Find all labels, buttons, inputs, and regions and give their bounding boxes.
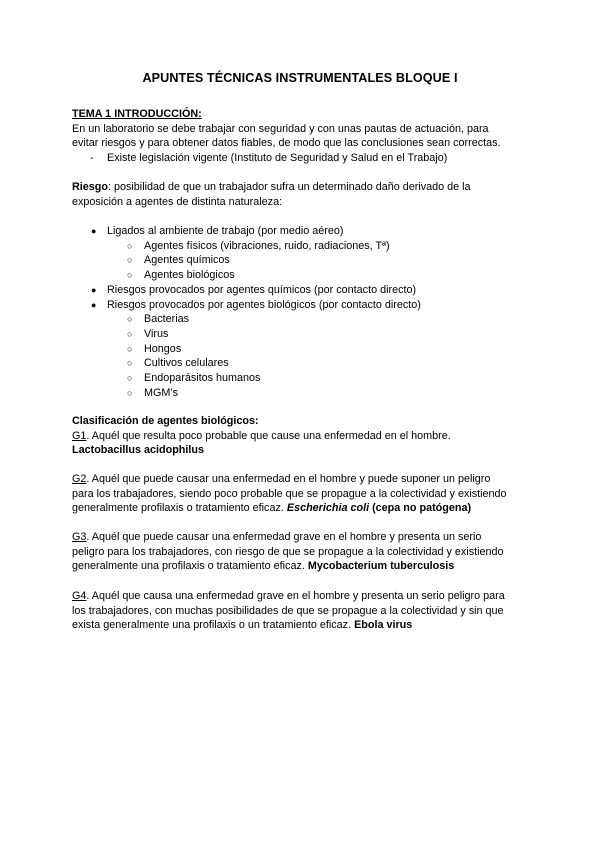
circle-bullet-icon: ○ bbox=[127, 387, 133, 398]
sub-list-item bbox=[72, 342, 532, 357]
clasificacion-section bbox=[72, 414, 532, 458]
bullet-icon: ● bbox=[91, 284, 97, 295]
sub-list-item-text: Endoparásitos humanos bbox=[144, 372, 261, 385]
g3-text: . Aquél que puede causar una enfermedad grave en el hombre y presenta un serio bbox=[86, 531, 482, 543]
sub-list-item bbox=[72, 371, 532, 386]
g2-line-3 bbox=[72, 501, 532, 516]
sub-list-item bbox=[72, 356, 532, 371]
g4-line-3 bbox=[72, 618, 532, 633]
circle-bullet-icon: ○ bbox=[127, 343, 133, 354]
tema-intro-line-1: En un laboratorio se debe trabajar con seguridad y con unas pautas de actuación, para bbox=[72, 122, 489, 135]
sub-list-item-text: Agentes químicos bbox=[144, 254, 230, 267]
g2-example-species: Escherichia coli bbox=[286, 502, 370, 515]
g4-line-2: los trabajadores, con muchas posibilidades de que se propague a la colectividad y sin que bbox=[72, 604, 504, 617]
list-item-text: Riesgos provocados por agentes biológicos (por contacto directo) bbox=[107, 298, 421, 311]
g1-example: Lactobacillus acidophilus bbox=[72, 444, 204, 457]
g4-text: . Aquél que causa una enfermedad grave en el hombre y presenta un serio peligro para bbox=[86, 590, 505, 602]
dash-marker: - bbox=[90, 152, 94, 165]
g2-label: G2 bbox=[72, 473, 87, 485]
g4-line-1 bbox=[72, 589, 532, 604]
sub-list-item bbox=[72, 253, 532, 268]
circle-bullet-icon: ○ bbox=[127, 270, 133, 281]
tema-intro-line-2: evitar riesgos y para obtener datos fiables, de modo que las conclusiones sean correctas. bbox=[72, 137, 501, 150]
g1-label: G1 bbox=[72, 429, 87, 442]
sub-list-item bbox=[72, 239, 532, 254]
sub-list-item-text: Virus bbox=[144, 327, 169, 340]
sub-list-item-text: Agentes físicos (vibraciones, ruido, radiaciones, Tª) bbox=[144, 239, 390, 252]
sub-list-item-text: Hongos bbox=[144, 342, 182, 355]
document-title: APUNTES TÉCNICAS INSTRUMENTALES BLOQUE I bbox=[142, 71, 458, 85]
list-item-text: Riesgos provocados por agentes químicos (por contacto directo) bbox=[107, 283, 417, 296]
circle-bullet-icon: ○ bbox=[127, 314, 133, 325]
sub-list-item bbox=[72, 386, 532, 401]
sub-list-item bbox=[72, 327, 532, 342]
group-g3 bbox=[72, 530, 532, 574]
sub-list-item bbox=[72, 268, 532, 283]
g4-example: Ebola virus bbox=[354, 619, 413, 632]
g2-text: . Aquél que puede causar una enfermedad en el hombre y puede suponer un peligro bbox=[86, 473, 491, 485]
group-g4 bbox=[72, 589, 532, 633]
g1-text: . Aquél que resulta poco probable que cause una enfermedad en el hombre. bbox=[86, 429, 451, 442]
list-item-text: Ligados al ambiente de trabajo (por medio aéreo) bbox=[107, 225, 344, 237]
g3-line-1 bbox=[72, 530, 532, 545]
bullet-icon: ● bbox=[91, 226, 97, 236]
g2-line-2: para los trabajadores, siendo poco probable que se propague a la colectividad y existiendo bbox=[72, 487, 507, 500]
group-g2 bbox=[72, 472, 532, 516]
g3-line-2: peligro para los trabajadores, con riesgo de que se propague a la colectividad y existiendo bbox=[72, 545, 504, 558]
circle-bullet-icon: ○ bbox=[127, 240, 133, 251]
circle-bullet-icon: ○ bbox=[127, 255, 133, 266]
bullet-icon: ● bbox=[91, 299, 97, 310]
dash-list-item bbox=[72, 151, 532, 166]
riesgo-definition-line-1 bbox=[72, 180, 532, 195]
circle-bullet-icon: ○ bbox=[127, 328, 133, 339]
sub-list-item-text: Agentes biológicos bbox=[144, 269, 235, 282]
riesgo-definition-line-2: exposición a agentes de distinta naturaleza: bbox=[72, 195, 283, 208]
sub-list-item bbox=[72, 312, 532, 327]
tema-heading: TEMA 1 INTRODUCCIÓN: bbox=[72, 108, 202, 120]
list-item bbox=[72, 283, 532, 298]
g2-line-1 bbox=[72, 472, 532, 487]
sub-list-item-text: Cultivos celulares bbox=[144, 357, 229, 370]
g4-label: G4 bbox=[72, 590, 87, 602]
clasificacion-heading: Clasificación de agentes biológicos: bbox=[72, 415, 259, 427]
riesgo-section bbox=[72, 180, 532, 209]
list-item bbox=[72, 224, 532, 239]
g4-line-3-text: exista generalmente una profilaxis o un tratamiento eficaz. bbox=[72, 619, 352, 632]
sub-list-item-text: MGM’s bbox=[144, 386, 178, 399]
group-g1 bbox=[72, 429, 532, 458]
sub-list-item-text: Bacterias bbox=[144, 313, 190, 326]
g2-example-strain: (cepa no patógena) bbox=[372, 502, 472, 515]
g3-label: G3 bbox=[72, 531, 87, 543]
riesgo-def-text: : posibilidad de que un trabajador sufra un determinado daño derivado de la bbox=[108, 181, 471, 193]
circle-bullet-icon: ○ bbox=[127, 373, 133, 384]
g1-line-1 bbox=[72, 429, 532, 444]
risk-list bbox=[72, 224, 532, 400]
circle-bullet-icon: ○ bbox=[127, 358, 133, 369]
riesgo-term: Riesgo bbox=[72, 181, 108, 193]
g3-line-3 bbox=[72, 559, 532, 574]
g3-example: Mycobacterium tuberculosis bbox=[307, 560, 455, 573]
g3-line-3-text: generalmente una profilaxis o tratamiento eficaz. bbox=[72, 560, 305, 573]
dash-item-text: Existe legislación vigente (Instituto de Seguridad y Salud en el Trabajo) bbox=[107, 152, 448, 165]
g2-line-3-text: generalmente profilaxis o tratamiento eficaz. bbox=[72, 502, 284, 515]
tema-section bbox=[72, 107, 532, 166]
list-item bbox=[72, 298, 532, 313]
